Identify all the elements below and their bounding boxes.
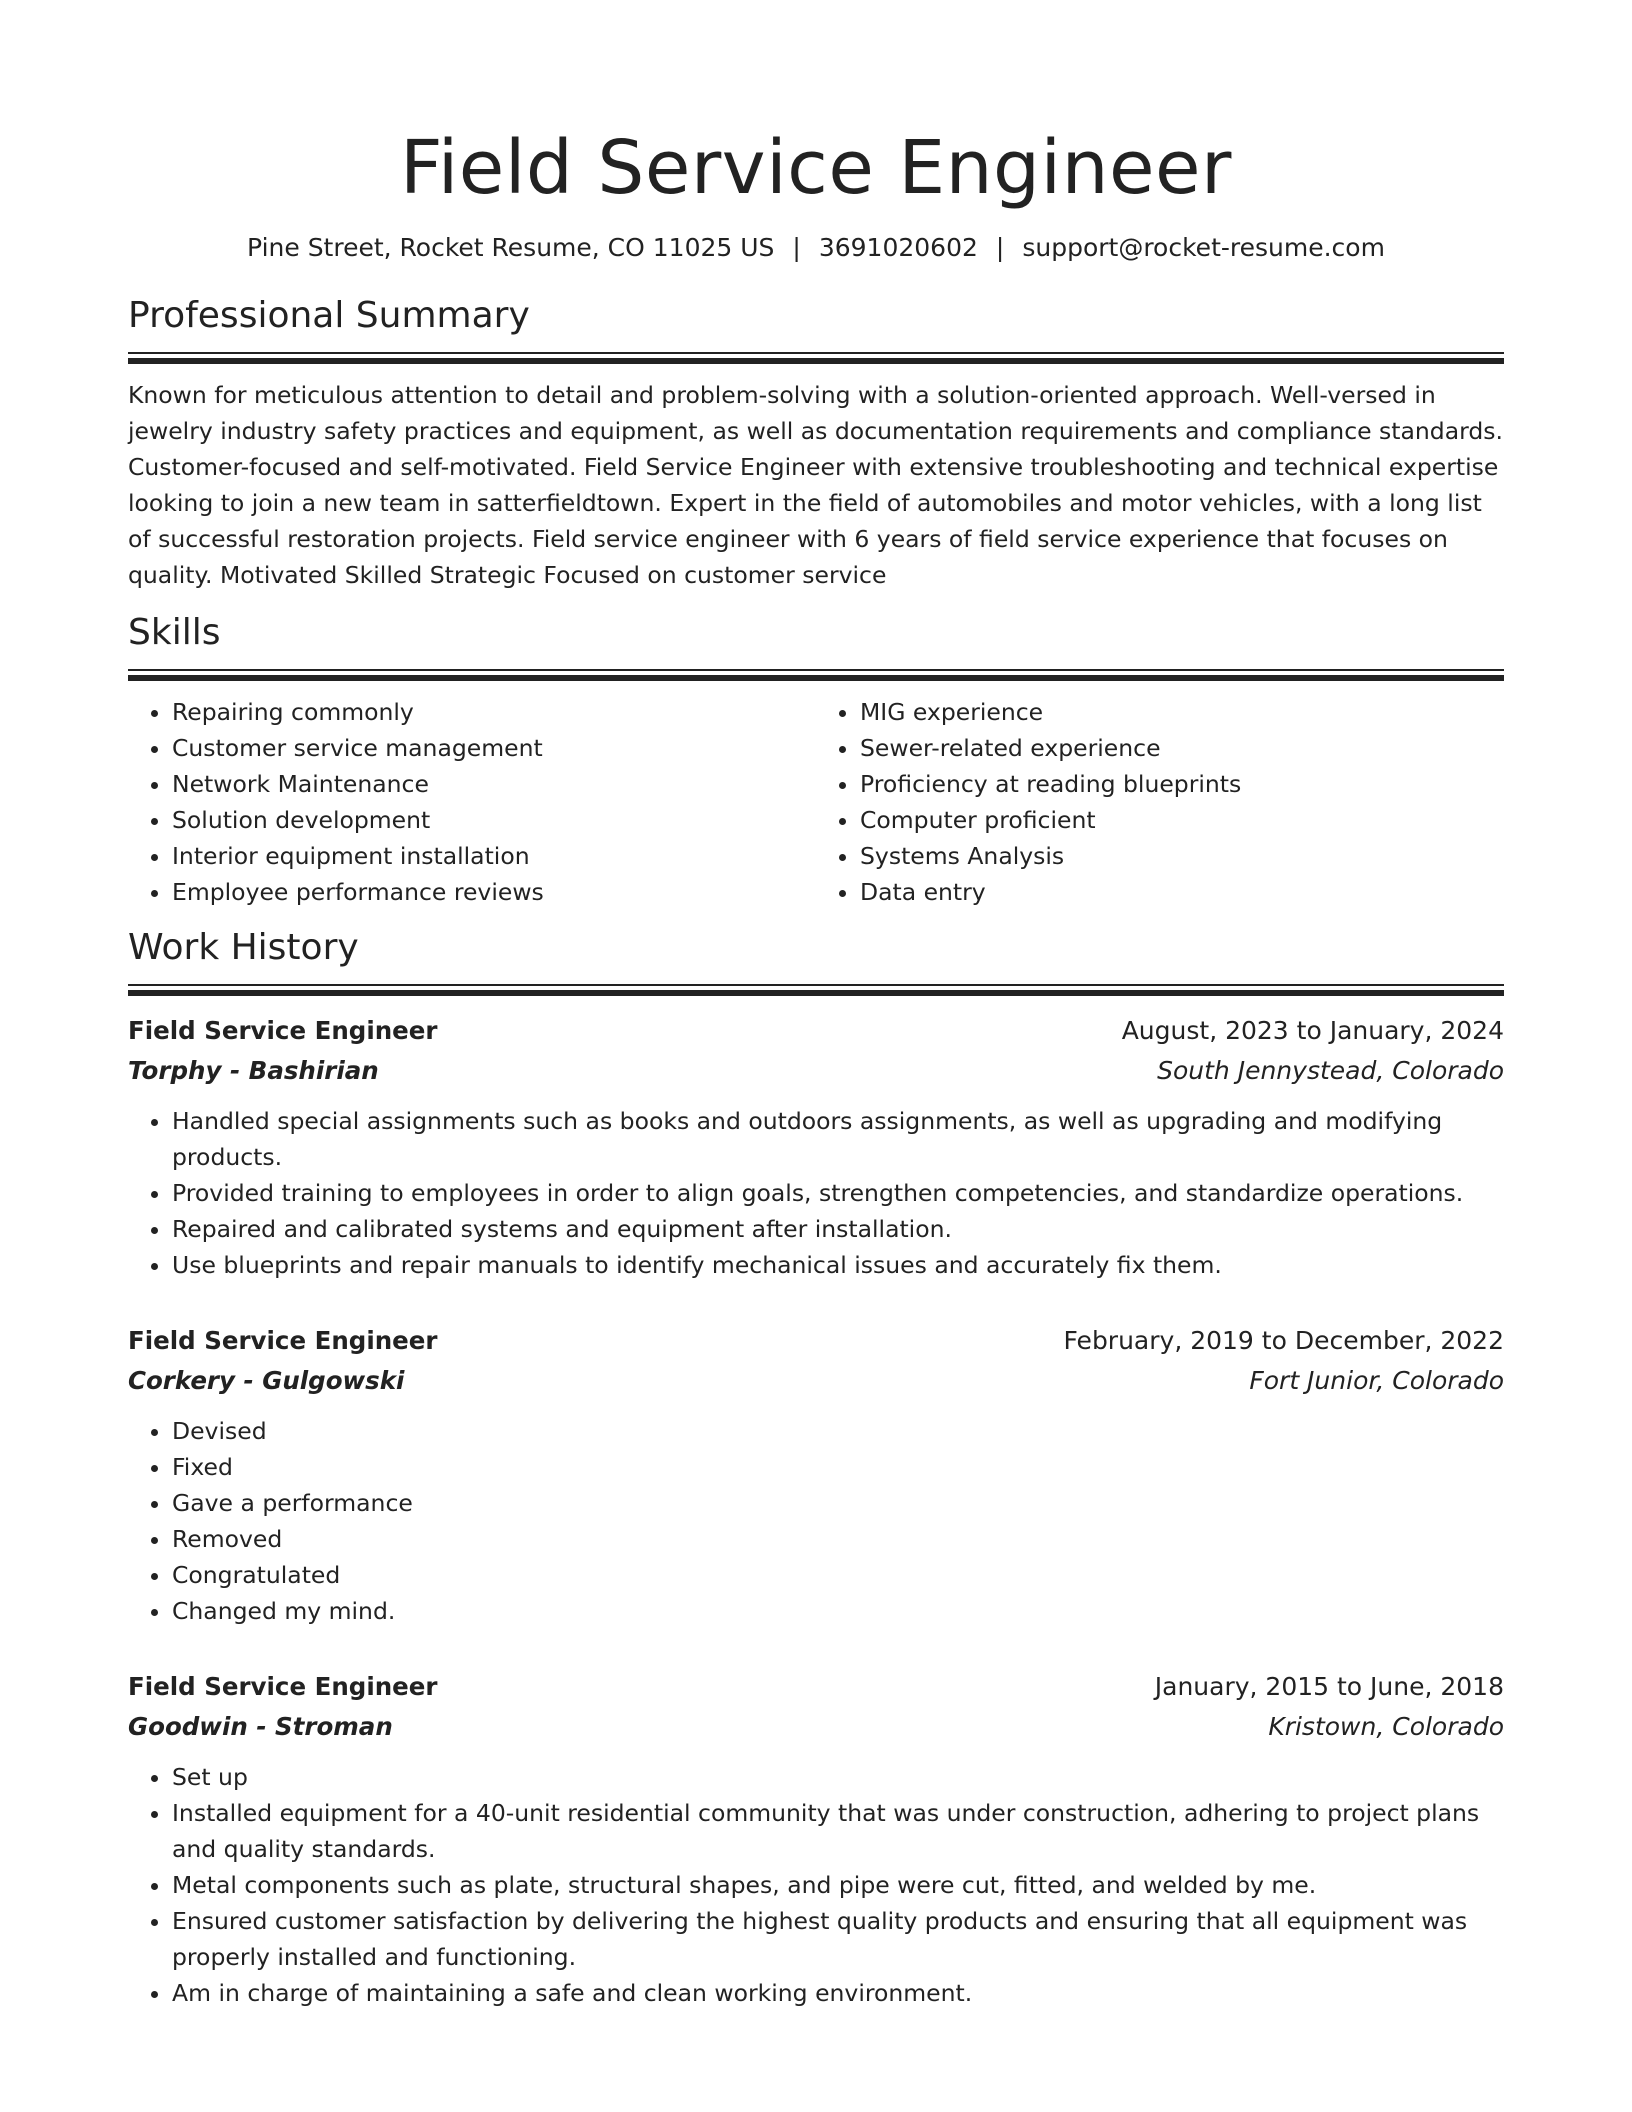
job-bullet: • Devised xyxy=(172,1413,1504,1449)
section-title-work: Work History xyxy=(128,927,359,968)
contact-separator: | xyxy=(995,233,1005,262)
job-location: Fort Junior, Colorado xyxy=(1249,1366,1504,1395)
job-bullet: • Set up xyxy=(172,1759,1504,1795)
skill-item: • Employee performance reviews xyxy=(172,874,816,910)
job-bullet: • Installed equipment for a 40-unit residential community that was under construction, adhering to project plans and quality standards. xyxy=(172,1795,1504,1867)
job-dates: January, 2015 to June, 2018 xyxy=(1154,1672,1504,1701)
skill-item: • MIG experience xyxy=(860,694,1504,730)
contact-phone: 3691020602 xyxy=(818,233,978,262)
job-dates: February, 2019 to December, 2022 xyxy=(1063,1326,1504,1355)
skill-item: • Network Maintenance xyxy=(172,766,816,802)
section-divider xyxy=(128,984,1504,995)
section-title-skills: Skills xyxy=(128,612,221,653)
job-bullet: • Metal components such as plate, structural shapes, and pipe were cut, fitted, and welded by me. xyxy=(172,1867,1504,1903)
job-title: Field Service Engineer xyxy=(128,1672,438,1701)
contact-email: support@rocket-resume.com xyxy=(1022,233,1385,262)
job-bullet: • Fixed xyxy=(172,1449,1504,1485)
skill-item: • Proficiency at reading blueprints xyxy=(860,766,1504,802)
job-bullet: • Gave a performance xyxy=(172,1485,1504,1521)
skills-list-left xyxy=(128,694,816,910)
job-bullet: • Ensured customer satisfaction by delivering the highest quality products and ensuring that all equipment was properly installed and functioning. xyxy=(172,1903,1504,1975)
job-bullets xyxy=(128,1413,1504,1629)
skill-item: • Customer service management xyxy=(172,730,816,766)
job-location: Kristown, Colorado xyxy=(1268,1712,1504,1741)
job-company: Corkery - Gulgowski xyxy=(128,1366,405,1395)
contact-address: Pine Street, Rocket Resume, CO 11025 US xyxy=(247,233,775,262)
job-dates: August, 2023 to January, 2024 xyxy=(1121,1016,1504,1045)
job-company: Goodwin - Stroman xyxy=(128,1712,393,1741)
job-bullet: • Use blueprints and repair manuals to identify mechanical issues and accurately fix them. xyxy=(172,1247,1504,1283)
section-title-summary: Professional Summary xyxy=(128,295,530,336)
skills-section xyxy=(128,609,1504,910)
job-entry xyxy=(128,1011,1504,1283)
job-entry xyxy=(128,1321,1504,1629)
job-bullets xyxy=(128,1103,1504,1283)
section-divider xyxy=(128,352,1504,363)
summary-text: Known for meticulous attention to detail and problem-solving with a solution-oriented approach. Well-versed in jewelry industry safety practices and equipment, as well as documentation requirements and compliance standards. Customer-focused and self-motivated. Field Service Engineer with extensive troubleshooting and technical expertise looking to join a new team in satterfieldtown. Expert in the field of automobiles and motor vehicles, with a long list of successful restoration projects. Field service engineer with 6 years of field service experience that focuses on quality. Motivated Skilled Strategic Focused on customer service xyxy=(128,381,1504,589)
skill-item: • Solution development xyxy=(172,802,816,838)
resume-name: Field Service Engineer xyxy=(400,125,1232,211)
skill-item: • Computer proficient xyxy=(860,802,1504,838)
contact-line xyxy=(128,230,1504,266)
professional-summary-section xyxy=(128,292,1504,593)
job-company: Torphy - Bashirian xyxy=(128,1056,379,1085)
job-title: Field Service Engineer xyxy=(128,1016,438,1045)
work-history-section xyxy=(128,924,1504,2011)
job-bullet: • Am in charge of maintaining a safe and clean working environment. xyxy=(172,1975,1504,2011)
job-location: South Jennystead, Colorado xyxy=(1157,1056,1504,1085)
skill-item: • Repairing commonly xyxy=(172,694,816,730)
skill-item: • Sewer-related experience xyxy=(860,730,1504,766)
job-bullets xyxy=(128,1759,1504,2011)
job-bullet: • Congratulated xyxy=(172,1557,1504,1593)
contact-separator: | xyxy=(792,233,801,262)
skills-list-right xyxy=(816,694,1504,910)
skill-item: • Interior equipment installation xyxy=(172,838,816,874)
job-bullet: • Removed xyxy=(172,1521,1504,1557)
job-bullet: • Changed my mind. xyxy=(172,1593,1504,1629)
skill-item: • Systems Analysis xyxy=(860,838,1504,874)
job-bullet: • Repaired and calibrated systems and equipment after installation. xyxy=(172,1211,1504,1247)
section-divider xyxy=(128,669,1504,680)
job-title: Field Service Engineer xyxy=(128,1326,438,1355)
skills-columns xyxy=(128,694,1504,910)
job-bullet: • Handled special assignments such as books and outdoors assignments, as well as upgrading and modifying products. xyxy=(172,1103,1504,1175)
skill-item: • Data entry xyxy=(860,874,1504,910)
job-entry xyxy=(128,1667,1504,2011)
job-bullet: • Provided training to employees in order to align goals, strengthen competencies, and standardize operations. xyxy=(172,1175,1504,1211)
